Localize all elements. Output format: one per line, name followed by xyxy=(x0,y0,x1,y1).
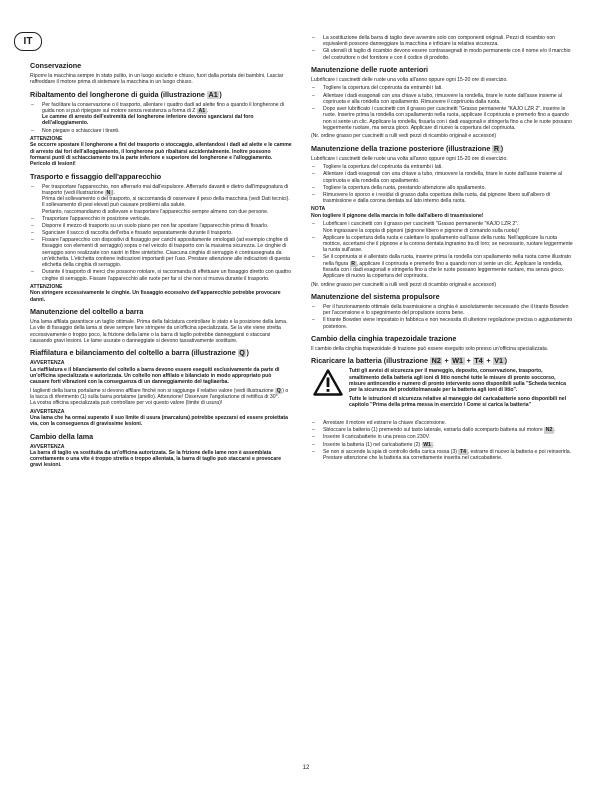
section-title: Manutenzione del coltello a barra xyxy=(30,307,144,317)
list-item xyxy=(311,449,573,462)
section-conservazione xyxy=(30,62,292,86)
paragraph: Riporre la macchina sempre in stato pulito, in un luogo asciutto e chiuso, fuori dalla portata dei bambini. Lasciar raffreddare il motore prima di sistemare la macchina in un luogo chiuso. xyxy=(30,73,284,86)
battery-warning-block xyxy=(311,368,573,418)
section-propulsore xyxy=(311,293,573,330)
title-end: ) xyxy=(219,89,222,99)
list-item: – Disporre il mezzo di trasporto su un suolo piano per non far spostare l'apparecchio prima di fissarlo. xyxy=(30,223,292,229)
list-item xyxy=(30,184,292,215)
warning-title: AVVERTENZA xyxy=(30,360,65,367)
illustration-tag: R xyxy=(351,260,355,267)
section-trasporto xyxy=(30,173,292,304)
order-note: (Nr. ordine grasso per cuscinetti a rulli vedi pezzi di ricambio originali e accessori) xyxy=(311,281,497,288)
item-text: Pertanto, raccomandiamo di sollevare e trasportare l'apparecchio sempre almeno con due persone. xyxy=(42,208,269,215)
section-title xyxy=(30,91,292,99)
list xyxy=(311,85,573,131)
section-batteria xyxy=(311,357,573,461)
illustration-tag: W1 xyxy=(423,441,431,448)
illustration-tag: T4 xyxy=(474,356,483,366)
illustration-tag: R xyxy=(493,143,500,153)
illustration-tag: A1 xyxy=(208,89,218,99)
plus-sign: + xyxy=(486,356,491,366)
list xyxy=(30,184,292,282)
right-column xyxy=(311,35,573,463)
list-item: – Arrestare il motore ed estrarre la chiave d'accensione. xyxy=(311,420,573,426)
illustration-tag: N2 xyxy=(431,356,441,366)
item-text: Non ingrassare la coppia di pignoni (pignone libero e pignone di comando sulla ruota)! xyxy=(323,227,520,234)
attention-title: ATTENZIONE xyxy=(30,284,63,291)
title-text: Manutenzione della trazione posteriore (illustrazione xyxy=(311,143,491,153)
section-ruote-anteriori xyxy=(311,66,573,140)
section-title: Trasporto e fissaggio dell'apparecchio xyxy=(30,171,162,181)
warning-text: Tutti gli avvisi di sicurezza per il maneggio, deposito, conservazione, trasporto, smaltimento della batteria agli ioni di litio nonché tutte le misure di pronto soccorso, misure antincendio e numero di pronto intervento sono disponibili sulla "Scheda tecnica per la sicurezza del prodotto/manuale per la batteria agli ioni di litio". xyxy=(349,368,566,394)
list-item: – La sostituzione della barra di taglio deve avvenire solo con componenti originali. Pezzi di ricambio non equivalenti possono danneggiare la macchina e inficiare la relativa sicurezza. xyxy=(311,35,573,48)
section-title: Conservazione xyxy=(30,61,82,70)
item-text: Se il copriruota si è allentato dalla ruota, inserire prima la rondella con spallamento nella ruota come illustrato nella figura xyxy=(323,254,572,267)
list-item: – Non piegare o schiacciare i tiranti. xyxy=(30,128,292,134)
list-item: – Per il funzionamento ottimale della trasmissione a cinghia è assolutamente necessario che il tirante Bowden per l'accensione e lo spegnimento del propulsore scorra bene. xyxy=(311,304,573,317)
paragraph: Lubrificare i cuscinetti delle ruote una volta all'anno oppure ogni 15-20 ore di esercizio. xyxy=(311,155,508,162)
list-item: – Trasportare l'apparecchio in posizione verticale. xyxy=(30,216,292,222)
section-cinghia xyxy=(311,335,573,352)
list-item: – Fissare l'apparecchio con dispositivi di fissaggio per carichi appositamente omologati (ad esempio cinghie di fissaggio con elementi di serraggio) sopra o nel veicolo di trasporto con la massima sicurezza. Le cinghie di serraggio sono realizzate con nastri in fibre sintetiche. Ciascuna cinghia di serraggio è contrassegnata da un'etichetta. L'etichetta contiene indicazioni importanti per l'uso. Prestare attenzione alle indicazioni di questa etichetta della cinghia di serraggio. xyxy=(30,237,292,268)
list-item: – Togliere la copertura della ruota, prestando attenzione allo spallamento. xyxy=(311,185,573,191)
page-number: 12 xyxy=(302,765,310,771)
section-title: Cambio della cinghia trapezoidale trazione xyxy=(311,333,457,343)
illustration-tag: A1 xyxy=(198,107,206,114)
list xyxy=(311,420,573,461)
para-text: La vostra officina specializzata può controllare per voi questo valore (limite di usura)! xyxy=(30,400,223,407)
illustration-tag: T4 xyxy=(460,448,467,455)
illustration-tag: W1 xyxy=(452,356,464,366)
warning-text: Una lama che ha ormai superato il suo limite di usura (marcatura) potrebbe spezzarsi ed essere proiettata via, con la conseguenza di gravissime lesioni. xyxy=(30,415,288,428)
item-text: , estrarre di nuovo la batteria e poi reinserirla. Prestare attenzione che la batteria sia correttamente inserita nel caricabatterie. xyxy=(323,448,572,461)
title-end: ) xyxy=(504,356,507,366)
warning-title: AVVERTENZA xyxy=(30,408,65,415)
section-coltello xyxy=(30,308,292,344)
section-ribaltamento xyxy=(30,91,292,168)
order-note: (Nr. ordine grasso per cuscinetti a rulli vedi pezzi di ricambio originali e accessori) xyxy=(311,133,497,140)
list-item: – Applicare la copertura della ruota e calettare lo spallamento sull'asse della ruota. Nell'applicare la ruota motrice, accertarsi che il pignone e la corona dentata ingranino tra di loro; se necessario, ruotare leggermente la ruota sull'asse. xyxy=(311,235,573,254)
nota-title: NOTA xyxy=(311,206,326,213)
warning-title: AVVERTENZA xyxy=(30,443,65,450)
section-title: Manutenzione del sistema propulsore xyxy=(311,292,440,301)
item-text: Per trasportare l'apparecchio, non afferrarlo mai dall'espulsore. Afferrarlo davanti e dietro dall'impugnatura di trasporto (vedi illustrazione xyxy=(42,183,289,196)
paragraph: Una lama affilata garantisce un taglio ottimale. Prima della falciatura controllare lo stato e la posizione della lama. La vite di fissaggio della lama si deve sempre fare stringere da un'officina specializzata. Se la vite viene stretta eccessivamente o troppo poco, la frizione della lame o la barra di taglio potrebbe danneggiarsi o staccarsi causando gravi lesioni. Le lame usurate o danneggiate si devono tassativamente sostituire. xyxy=(30,319,288,344)
list-item xyxy=(311,221,573,234)
plus-sign: + xyxy=(444,356,449,366)
paragraph xyxy=(30,388,292,407)
warning-triangle-icon xyxy=(313,369,343,396)
section-title xyxy=(311,357,573,365)
title-text: Ricaricare la batteria (illustrazione xyxy=(311,356,429,366)
attention-text: Non stringere eccessivamente le cinghie. Un fissaggio eccessivo dell'apparecchio potrebbe provocare danni. xyxy=(30,290,281,303)
section-title: Manutenzione delle ruote anteriori xyxy=(311,64,429,74)
para-end: ) o la tacca di riferimento (1) sulla barra portalame (anello). Attenzione! Osservare l'angolazione di rettifica di 30°. xyxy=(30,387,289,400)
nota-text: Non togliere il pignone della marcia in folle dall'albero di trasmissione! xyxy=(311,212,484,219)
warning-text: La barra di taglio va sostituita da un'officina autorizzata. Se la frizione delle lame non è assemblata correttamente o una vite è troppo stretta o troppo allentata, la barra di taglio può staccarsi e provocare gravi lesioni. xyxy=(30,449,282,469)
warning-text: La riaffilatura e il bilanciamento del coltello a barra devono essere eseguiti esclusivamente da parte di un'officina specializzata e autorizzata. Un coltello non affilato e bilanciato in modo appropriato può causare forti vibrazioni con la conseguenza di un danneggiamento del tagliaerba. xyxy=(30,366,280,386)
list-item: – Il tirante Bowden viene impostato in fabbrica e non necessita di ulteriore regolazione precisa o aggiustamento posteriore. xyxy=(311,317,573,330)
section-riaffilatura xyxy=(30,349,292,427)
para-text: I taglienti della barra portalame si devono affilare finché non si raggiunge il relativo valore (vedi illustrazione xyxy=(30,387,274,394)
list-item: – Dopo aver lubrificato i cuscinetti con il grasso per cuscinetti "Grasso permanente "KAJO LZR 2", inserire le ruote. Inserire prima la rondella con spallamento nella ruota, applicare il copriruota e premerlo fino a quando non si sente un clic. Applicare la rondella, fissarla con i dadi esagonali e stringerla fino a che le ruote possano leggermente ruotare, ma senza gioco. Applicare di nuovo la copertura del copriruota. xyxy=(311,106,573,131)
item-text: Inserire la batteria (1) nel caricabatterie (2) xyxy=(323,441,421,448)
item-text: Per facilitare la conservazione o il trasporto, allentare i quattro dadi ad alette fino a quando il longherone di guida non si può ripiegare sul motore senza resistenza a forma di Z xyxy=(42,101,285,114)
list-item: – Gli utensili di taglio di ricambio devono essere contrassegnati in modo permanente con il nome e/o il marchio del costruttore o del fornitore e con il codice di prodotto. xyxy=(311,48,573,61)
item-text: Lubrificare i cuscinetti con il grasso per cuscinetti "Grasso permanente "KAJO LZR 2". xyxy=(323,221,519,228)
list-item: – Togliere la copertura del copriruota da entrambi i lati. xyxy=(311,164,573,170)
list-item xyxy=(311,254,573,279)
section-title xyxy=(311,145,573,153)
illustration-tag: Q xyxy=(239,348,245,358)
list-item: – Togliere la copertura del copriruota da entrambi i lati. xyxy=(311,85,573,91)
list-item: – Inserire il caricabatterie in una presa con 230V. xyxy=(311,434,573,440)
item-end: . xyxy=(206,107,209,114)
attention-title: ATTENZIONE xyxy=(30,136,63,143)
illustration-tag: V1 xyxy=(494,356,503,366)
paragraph: Il cambio della cinghia trapezoidale di trazione può essere eseguito solo presso un'officina specializzata. xyxy=(311,345,549,352)
section-trazione xyxy=(311,145,573,288)
title-text: Riaffilatura e bilanciamento del coltello a barra (illustrazione xyxy=(30,348,236,358)
item-text: Prima del sollevamento o del trasporto, si raccomanda di osservare il peso della macchina (vedi Dati tecnici). Il sollevamento di pesi elevati può causare problemi alla salute. xyxy=(42,196,290,209)
paragraph: Lubrificare i cuscinetti delle ruote una volta all'anno oppure ogni 15-20 ore di esercizio. xyxy=(311,76,508,83)
list-item: – Rimuovere lo sporco e i residui di grasso dalla copertura della ruota, dal pignone libero sull'albero di trasmissione e dalla corona dentata sul lato interno della ruota. xyxy=(311,192,573,205)
illustration-tag: Q xyxy=(276,387,281,394)
item-text: Se non si accende la spia di controllo della carica rossa (3) xyxy=(323,448,458,455)
list-item: – Durante il trasporto di merci che possono rotolare, si raccomanda di effettuare un fissaggio diretto con quattro cinghie di serraggio. Fissare l'apparecchio alle ruote per far sì che non si muova durante il trasporto. xyxy=(30,269,292,282)
item-text: , applicare il copriruota e premerlo fino a quando non si sente un clic. Applicare la rondella, fissarla con i dadi esagonali e stringerla fino a che le ruote possano leggermente ruotare, ma senza gioco. Applicare di nuovo la copertura del copriruota. xyxy=(323,260,565,280)
illustration-tag: N2 xyxy=(545,427,553,434)
list xyxy=(311,304,573,330)
list xyxy=(311,35,573,61)
list-item xyxy=(311,442,573,448)
left-column xyxy=(30,57,292,471)
list-item: – Sganciare il sacco di raccolta dell'erba e fissarlo separatamente durante il trasporto. xyxy=(30,230,292,236)
list-item xyxy=(30,102,292,127)
title-text: Ribaltamento del longherone di guida (illustrazione xyxy=(30,89,205,99)
item-end: . xyxy=(432,441,434,448)
title-end: ) xyxy=(246,348,249,358)
title-end: ) xyxy=(500,143,504,153)
item-end: . xyxy=(553,427,556,434)
list-item: – Allentare i dadi esagonali con una chiave a tubo, rimuovere la rondella, tirare le ruote dall'asse insieme al copriruota e alla rondella con spallamento. xyxy=(311,171,573,184)
warning-text: Tutte le istruzioni di sicurezza relative al maneggio del caricabatterie sono disponibili nel capitolo "Prima della prima messa in esercizio / Come si carica la batteria" xyxy=(349,395,567,408)
illustration-tag: N xyxy=(106,189,111,196)
plus-sign: + xyxy=(466,356,471,366)
language-badge: IT xyxy=(14,32,42,51)
list-item xyxy=(311,427,573,433)
section-title xyxy=(30,349,292,357)
list xyxy=(311,164,573,204)
section-title: Cambio della lama xyxy=(30,431,94,441)
list xyxy=(30,102,292,134)
item-end: ). xyxy=(111,189,115,196)
list xyxy=(311,221,573,279)
section-cambio-lama xyxy=(30,433,292,469)
attention-text: Se occorre spostare il longherone a fini del trasporto o stoccaggio, allentandosi i dadi ad alette e le camme di arresto dai fori dell'alloggiamento, il longherone può ribaltarsi accidentalmente. Inoltre possono formarsi punti di schiacciamento tra la parte inferiore e superiore del longherone e l'alloggiamento. Pericolo di lesioni! xyxy=(30,142,292,168)
item-text: Sbloccare la batteria (1) premendo sul tasto laterale, estrarla dallo scomparto batteria sul motore xyxy=(323,427,543,434)
item-bold-text: Le camme di arresto dell'estremità del longherone inferiore devono sganciarsi dal foro dell'alloggiamento. xyxy=(42,114,254,127)
list-item: – Allentare i dadi esagonali con una chiave a tubo, rimuovere la rondella, tirare le ruote dall'asse insieme al copriruota e alla rondella con spallamento. Rimuovere il copriruota dalla ruota. xyxy=(311,93,573,106)
